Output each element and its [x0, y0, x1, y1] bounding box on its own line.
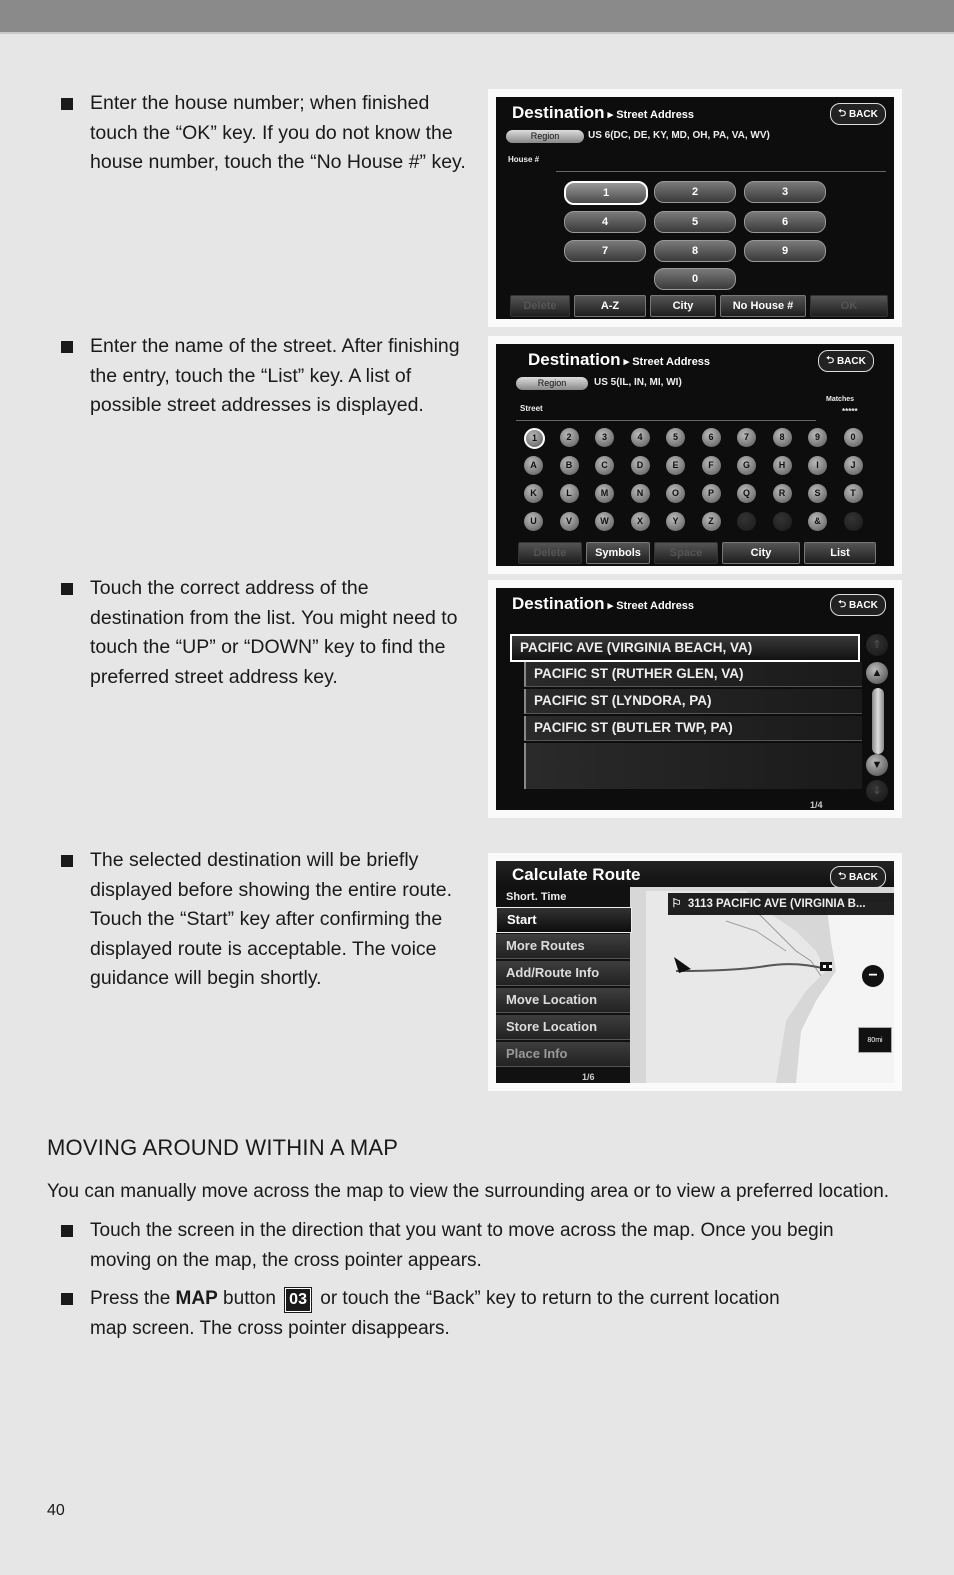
- street-name-input[interactable]: [516, 396, 816, 421]
- key-h[interactable]: H: [773, 456, 792, 475]
- map-button-bullet: [58, 1284, 818, 1344]
- section-intro: You can manually move across the map to view the surrounding area or to view a preferred location.: [47, 1181, 890, 1202]
- screen-title: Destination ▸ Street Address: [512, 594, 695, 613]
- back-button[interactable]: ⮌ BACK: [830, 103, 886, 125]
- key-c[interactable]: C: [595, 456, 614, 475]
- map-move-bullet: [58, 1216, 898, 1276]
- key-z[interactable]: Z: [702, 512, 721, 531]
- key-p[interactable]: P: [702, 484, 721, 503]
- key-f[interactable]: F: [702, 456, 721, 475]
- key-v[interactable]: V: [560, 512, 579, 531]
- key-l[interactable]: L: [560, 484, 579, 503]
- bullet-square: [61, 583, 73, 595]
- field-label: House #: [508, 155, 540, 164]
- step-select-address: [58, 574, 468, 692]
- zoom-out-icon[interactable]: −: [862, 965, 884, 987]
- store-location-button[interactable]: Store Location: [496, 1015, 630, 1040]
- bullet-square: [61, 98, 73, 110]
- key-1[interactable]: 1: [524, 428, 545, 449]
- key-r[interactable]: R: [773, 484, 792, 503]
- page-indicator: 1/4: [810, 800, 823, 810]
- step-text: Enter the house number; when finished touch the “OK” key. If you do not know the house number, touch the “No House #” key.: [90, 92, 466, 173]
- key-0[interactable]: 0: [654, 268, 736, 290]
- key-8[interactable]: 8: [654, 240, 736, 262]
- list-item[interactable]: PACIFIC ST (LYNDORA, PA): [524, 689, 862, 714]
- nav-screen: [496, 861, 894, 1083]
- region-label: Region: [506, 130, 584, 143]
- screen-title: Destination ▸ Street Address: [528, 350, 711, 369]
- key-n[interactable]: N: [631, 484, 650, 503]
- key-y[interactable]: Y: [666, 512, 685, 531]
- bullet-square: [61, 1293, 73, 1305]
- key-u[interactable]: U: [524, 512, 543, 531]
- key-3[interactable]: 3: [595, 428, 614, 447]
- destination-banner: ⚐ 3113 PACIFIC AVE (VIRGINIA B...: [668, 893, 894, 915]
- key-blank[interactable]: [737, 512, 756, 531]
- step-house-number: [58, 89, 468, 178]
- no-house-button[interactable]: No House #: [720, 295, 806, 317]
- key-i[interactable]: I: [808, 456, 827, 475]
- key-m[interactable]: M: [595, 484, 614, 503]
- nav-screen: [496, 344, 894, 566]
- header-bar: [0, 0, 954, 34]
- key-g[interactable]: G: [737, 456, 756, 475]
- page-indicator: 1/6: [582, 1072, 595, 1082]
- key-t[interactable]: T: [844, 484, 863, 503]
- button-number-badge: 03: [285, 1288, 311, 1312]
- city-button[interactable]: City: [650, 295, 716, 317]
- step-text: Enter the name of the street. After finishing the entry, touch the “List” key. A list of possible street addresses is displayed.: [90, 335, 460, 416]
- scrollbar[interactable]: [872, 688, 884, 754]
- key-e[interactable]: E: [666, 456, 685, 475]
- flag-icon: ⚐: [668, 898, 688, 910]
- screen-title: Destination ▸ Street Address: [512, 103, 695, 122]
- key-5[interactable]: 5: [654, 211, 736, 233]
- key-blank[interactable]: [844, 512, 863, 531]
- key-o[interactable]: O: [666, 484, 685, 503]
- ok-button[interactable]: OK: [810, 295, 888, 317]
- back-button[interactable]: ⮌ BACK: [830, 594, 886, 616]
- map-scale[interactable]: 80mi: [858, 1027, 892, 1053]
- step-street-name: [58, 332, 468, 421]
- scroll-up-icon[interactable]: ▲: [866, 662, 888, 684]
- space-button[interactable]: Space: [654, 542, 718, 564]
- key-3[interactable]: 3: [744, 181, 826, 203]
- step-start-route: [58, 846, 478, 994]
- key-9[interactable]: 9: [744, 240, 826, 262]
- back-arrow-icon: ⮌: [838, 598, 849, 610]
- back-button[interactable]: ⮌ BACK: [830, 866, 886, 888]
- page-number: 40: [47, 1502, 65, 1519]
- list-item-empty: [524, 743, 862, 789]
- bullet-square: [61, 1225, 73, 1237]
- screenshot-calculate-route: [488, 853, 902, 1091]
- key-d[interactable]: D: [631, 456, 650, 475]
- page-up-icon[interactable]: ⇑: [866, 634, 888, 656]
- screen-title: Calculate Route: [512, 865, 641, 884]
- key-5[interactable]: 5: [666, 428, 685, 447]
- step-text: The selected destination will be briefly displayed before showing the entire route. Touch the “Start” key after confirming the displayed route is acceptable. The voice guidance will begin shortly.: [90, 849, 453, 989]
- map-button-label: MAP: [175, 1288, 218, 1309]
- section-heading: MOVING AROUND WITHIN A MAP: [47, 1135, 399, 1160]
- key-6[interactable]: 6: [702, 428, 721, 447]
- key-1[interactable]: 1: [564, 181, 648, 205]
- list-button[interactable]: List: [804, 542, 876, 564]
- key-w[interactable]: W: [595, 512, 614, 531]
- nav-screen: [496, 588, 894, 810]
- delete-button[interactable]: Delete: [518, 542, 582, 564]
- move-location-button[interactable]: Move Location: [496, 988, 630, 1013]
- screenshot-address-list: [488, 580, 902, 818]
- nav-screen: [496, 97, 894, 319]
- key-7[interactable]: 7: [737, 428, 756, 447]
- key-j[interactable]: J: [844, 456, 863, 475]
- delete-button[interactable]: Delete: [510, 295, 570, 317]
- key-k[interactable]: K: [524, 484, 543, 503]
- key-9[interactable]: 9: [808, 428, 827, 447]
- list-item[interactable]: PACIFIC AVE (VIRGINIA BEACH, VA): [510, 634, 860, 662]
- symbols-button[interactable]: Symbols: [586, 542, 650, 564]
- key-b[interactable]: B: [560, 456, 579, 475]
- screenshot-street-name: [488, 336, 902, 574]
- route-mode: Short. Time: [506, 891, 567, 903]
- key-4[interactable]: 4: [631, 428, 650, 447]
- start-button[interactable]: Start: [496, 907, 632, 933]
- bullet-text: Press the MAP button 03 or touch the “Back” key to return to the current location map screen. The cross pointer disappears.: [90, 1288, 780, 1339]
- key-8[interactable]: 8: [773, 428, 792, 447]
- back-arrow-icon: ⮌: [838, 107, 849, 119]
- back-arrow-icon: ⮌: [838, 870, 849, 882]
- more-routes-button[interactable]: More Routes: [496, 934, 630, 959]
- a-z-button[interactable]: A-Z: [574, 295, 646, 317]
- key-a[interactable]: A: [524, 456, 543, 475]
- list-item[interactable]: PACIFIC ST (BUTLER TWP, PA): [524, 716, 862, 741]
- add-route-info-button[interactable]: Add/Route Info: [496, 961, 630, 986]
- key-blank[interactable]: [773, 512, 792, 531]
- list-item[interactable]: PACIFIC ST (RUTHER GLEN, VA): [524, 662, 862, 687]
- key-2[interactable]: 2: [560, 428, 579, 447]
- scroll-down-icon[interactable]: ▼: [866, 754, 888, 776]
- back-arrow-icon: ⮌: [826, 354, 837, 366]
- key-4[interactable]: 4: [564, 211, 646, 233]
- region-label: Region: [516, 377, 588, 390]
- key-q[interactable]: Q: [737, 484, 756, 503]
- bullet-square: [61, 341, 73, 353]
- key-ampersand[interactable]: &: [808, 512, 827, 531]
- place-info-button[interactable]: Place Info: [496, 1042, 630, 1067]
- step-text: Touch the correct address of the destination from the list. You might need to touch the “UP” or “DOWN” key to find the preferred street address key.: [90, 577, 458, 688]
- key-2[interactable]: 2: [654, 181, 736, 203]
- key-x[interactable]: X: [631, 512, 650, 531]
- city-button[interactable]: City: [722, 542, 800, 564]
- region-value: US 6(DC, DE, KY, MD, OH, PA, VA, WV): [588, 130, 770, 141]
- page-down-icon[interactable]: ⇓: [866, 780, 888, 802]
- key-7[interactable]: 7: [564, 240, 646, 262]
- field-label: Street: [520, 404, 543, 413]
- key-6[interactable]: 6: [744, 211, 826, 233]
- bullet-square: [61, 855, 73, 867]
- bullet-text: Touch the screen in the direction that you want to move across the map. Once you begin moving on the map, the cross pointer appears.: [90, 1220, 834, 1271]
- house-number-input[interactable]: [556, 151, 886, 172]
- region-value: US 5(IL, IN, MI, WI): [594, 377, 682, 388]
- screenshot-house-number: [488, 89, 902, 327]
- back-button[interactable]: ⮌ BACK: [818, 350, 874, 372]
- key-s[interactable]: S: [808, 484, 827, 503]
- matches-value: *****: [842, 407, 858, 416]
- key-0[interactable]: 0: [844, 428, 863, 447]
- matches-label: Matches: [826, 396, 855, 403]
